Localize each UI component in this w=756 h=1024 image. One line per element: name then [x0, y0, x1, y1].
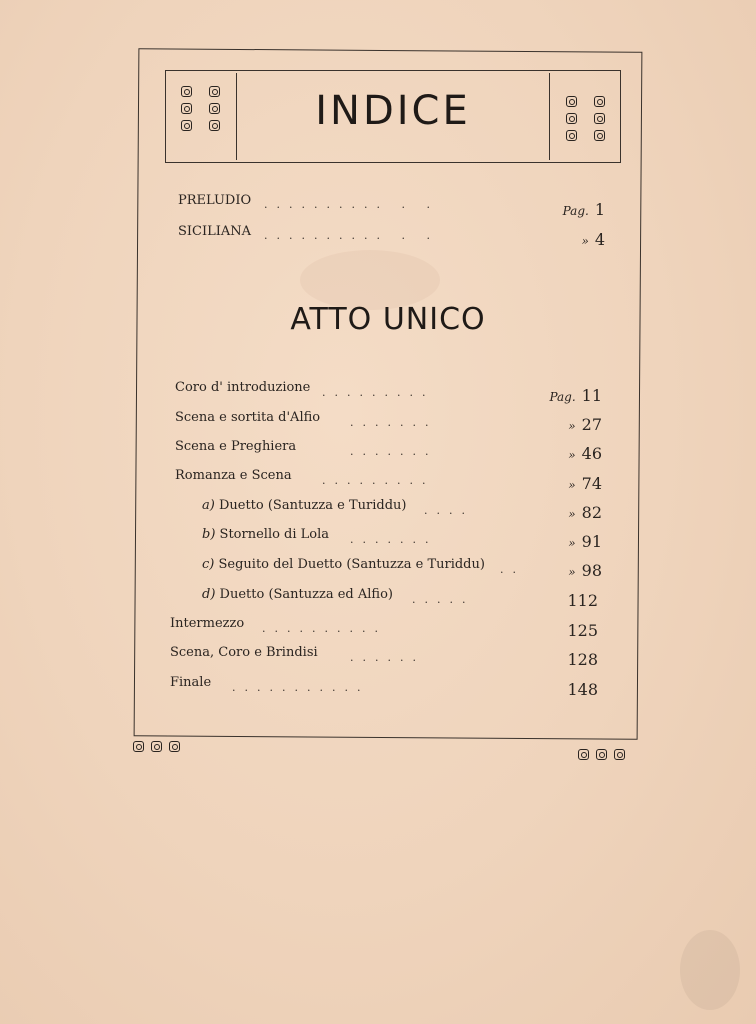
toc-entry: Scena e sortita d'Alfio	[175, 410, 321, 425]
square-circle-ornament-icon	[594, 96, 605, 107]
square-circle-ornament-icon	[578, 749, 589, 760]
toc-subentry: a) Duetto (Santuzza e Turiddu)	[202, 498, 407, 513]
square-circle-ornament-icon	[594, 113, 605, 124]
title-ornament-right	[566, 96, 608, 141]
toc-entry-siciliana	[178, 224, 251, 239]
toc-subentry: c) Seguito del Duetto (Santuzza e Turiddu)	[202, 557, 485, 572]
toc-entry-page: Pag. 11	[549, 386, 602, 405]
square-circle-ornament-icon	[209, 103, 220, 114]
toc-entry-page: » 91	[568, 532, 602, 551]
square-circle-ornament-icon	[181, 103, 192, 114]
toc-entry-page: 148	[567, 680, 598, 699]
toc-entry-page: » 4	[581, 230, 605, 249]
toc-entry-page: 112	[567, 591, 598, 610]
toc-entry-page: Pag. 1	[562, 200, 605, 219]
toc-entry-page: » 98	[568, 561, 602, 580]
leader-dots: .......... . .	[264, 198, 439, 211]
leader-dots: .......	[350, 533, 438, 546]
toc-entry-page: » 46	[568, 444, 602, 463]
toc-entry: Coro d' introduzione	[175, 380, 311, 395]
section-title: ATTO UNICO	[290, 302, 486, 337]
leader-dots: .......	[350, 416, 438, 429]
square-circle-ornament-icon	[181, 120, 192, 131]
toc-entry: Intermezzo	[170, 616, 245, 631]
square-circle-ornament-icon	[614, 749, 625, 760]
leader-dots: .......	[350, 445, 438, 458]
square-circle-ornament-icon	[566, 113, 577, 124]
leader-dots: .......... . .	[264, 229, 439, 242]
bottom-ornament-left	[133, 741, 180, 752]
leader-dots: ..........	[262, 622, 387, 635]
leader-dots: ......	[350, 651, 425, 664]
toc-subentry: b) Stornello di Lola	[202, 527, 330, 542]
title-ornament-left	[181, 86, 223, 131]
square-circle-ornament-icon	[209, 120, 220, 131]
toc-entry: Scena, Coro e Brindisi	[170, 645, 318, 660]
leader-dots: ..	[500, 563, 525, 576]
leader-dots: ....	[424, 504, 474, 517]
square-circle-ornament-icon	[566, 130, 577, 141]
square-circle-ornament-icon	[133, 741, 144, 752]
leader-dots: ...........	[232, 681, 370, 694]
square-circle-ornament-icon	[209, 86, 220, 97]
toc-entry-label: PRELUDIO	[178, 193, 252, 208]
square-circle-ornament-icon	[566, 96, 577, 107]
square-circle-ornament-icon	[151, 741, 162, 752]
toc-entry-page: 125	[567, 621, 598, 640]
bottom-ornament-right	[578, 749, 625, 760]
leader-dots: .........	[322, 474, 435, 487]
toc-entry-page: 128	[567, 650, 598, 669]
square-circle-ornament-icon	[169, 741, 180, 752]
toc-entry: Finale	[170, 675, 212, 690]
square-circle-ornament-icon	[596, 749, 607, 760]
toc-entry-page: » 82	[568, 503, 602, 522]
toc-entry-page: » 27	[568, 415, 602, 434]
square-circle-ornament-icon	[594, 130, 605, 141]
toc-entry: Romanza e Scena	[175, 468, 292, 483]
page-title: INDICE	[315, 88, 471, 134]
toc-subentry: d) Duetto (Santuzza ed Alfio)	[202, 587, 393, 602]
leader-dots: .........	[322, 386, 435, 399]
square-circle-ornament-icon	[181, 86, 192, 97]
leader-dots: .....	[412, 593, 475, 606]
toc-entry-preludio	[178, 193, 251, 208]
toc-entry-page: » 74	[568, 474, 602, 493]
toc-entry: Scena e Preghiera	[175, 439, 297, 454]
toc-entry-label: SICILIANA	[178, 224, 252, 239]
